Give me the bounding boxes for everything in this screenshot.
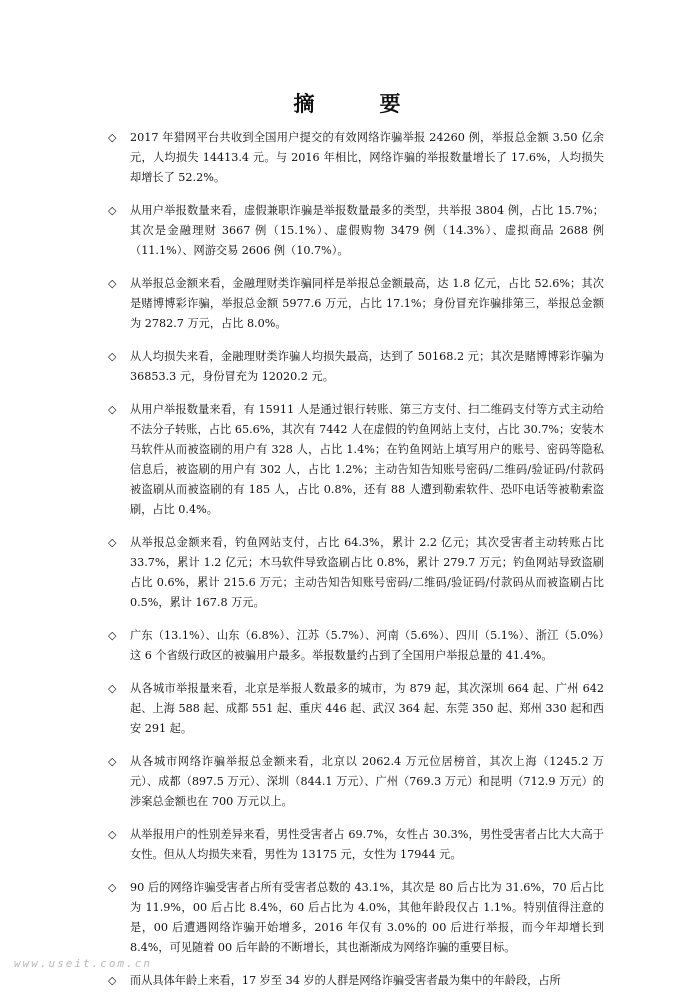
list-item-text: 2017 年猎网平台共收到全国用户提交的有效网络诈骗举报 24260 例，举报总金额 3.50 亿余元，人均损失 14413.4 元。与 2016 年相比，网络诈骗的举报数量增长了 17.6%，人均损失却增长了 52.2%。 bbox=[130, 131, 604, 184]
diamond-bullet-icon: ◇ bbox=[108, 350, 117, 363]
list-item bbox=[108, 679, 604, 739]
list-item-text: 从各城市网络诈骗举报总金额来看，北京以 2062.4 万元位居榜首，其次上海（1245.2 万元）、成都（897.5 万元）、深圳（844.1 万元）、广州（769.3 万元）和昆明（712.9 万元）的涉案总金额也在 700 万元以上。 bbox=[130, 755, 604, 808]
diamond-bullet-icon: ◇ bbox=[108, 277, 117, 290]
list-item bbox=[108, 400, 604, 520]
list-item bbox=[108, 201, 604, 261]
list-item bbox=[108, 533, 604, 613]
page-title: 摘 要 bbox=[293, 91, 423, 116]
list-item-text: 从各城市举报量来看，北京是举报人数最多的城市，为 879 起，其次深圳 664 起、广州 642 起、上海 588 起、成都 551 起、重庆 446 起、武汉 364 起、东莞 350 起、郑州 330 起和西安 291 起。 bbox=[130, 682, 604, 735]
diamond-bullet-icon: ◇ bbox=[108, 881, 117, 894]
list-item bbox=[108, 752, 604, 812]
diamond-bullet-icon: ◇ bbox=[108, 755, 117, 768]
list-item bbox=[108, 347, 604, 387]
summary-list bbox=[108, 128, 604, 1004]
diamond-bullet-icon: ◇ bbox=[108, 682, 117, 695]
list-item bbox=[108, 626, 604, 666]
list-item-text: 从举报总金额来看，钓鱼网站支付，占比 64.3%，累计 2.2 亿元；其次受害者主动转账占比 33.7%，累计 1.2 亿元；木马软件导致盗刷占比 0.8%，累计 279.7 万元；钓鱼网站导致盗刷占比 0.6%，累计 215.6 万元；主动告知告知账号密码/二维码/验证码/付款码从而被盗刷占比 0.5%，累计 167.8 万元。 bbox=[130, 536, 604, 609]
diamond-bullet-icon: ◇ bbox=[108, 204, 117, 217]
list-item-text: 90 后的网络诈骗受害者占所有受害者总数的 43.1%，其次是 80 后占比为 31.6%，70 后占比为 11.9%，00 后占比 8.4%，60 后占比为 4.0%，其他年龄段仅占 1.1%。特别值得注意的是，00 后遭遇网络诈骗开始增多，2016 年仅有 3.0%的 00 后进行举报，而今年却增长到 8.4%，可见随着 00 后年龄的不断增长，其也渐渐成为网络诈骗的重要目标。 bbox=[130, 881, 604, 954]
watermark: www.useit.com.cn bbox=[14, 957, 152, 970]
list-item bbox=[108, 971, 604, 991]
diamond-bullet-icon: ◇ bbox=[108, 629, 117, 642]
list-item bbox=[108, 825, 604, 865]
list-item-text: 而从具体年龄上来看，17 岁至 34 岁的人群是网络诈骗受害者最为集中的年龄段，占所 bbox=[130, 974, 561, 987]
list-item-text: 广东（13.1%）、山东（6.8%）、江苏（5.7%）、河南（5.6%）、四川（5.1%）、浙江（5.0%）这 6 个省级行政区的被骗用户最多。举报数量约占到了全国用户举报总量的 41.4%。 bbox=[130, 629, 604, 662]
list-item bbox=[108, 878, 604, 958]
diamond-bullet-icon: ◇ bbox=[108, 403, 117, 416]
list-item-text: 从举报总金额来看，金融理财类诈骗同样是举报总金额最高，达 1.8 亿元，占比 52.6%；其次是赌博博彩诈骗，举报总金额 5977.6 万元，占比 17.1%；身份冒充诈骗排第三，举报总金额为 2782.7 万元，占比 8.0%。 bbox=[130, 277, 604, 330]
list-item-text: 从用户举报数量来看，有 15911 人是通过银行转账、第三方支付、扫二维码支付等方式主动给不法分子转账，占比 65.6%，其次有 7442 人在虚假的钓鱼网站上支付，占比 30.7%；安装木马软件从而被盗刷的用户有 328 人，占比 1.4%；在钓鱼网站上填写用户的账号、密码等隐私信息后，被盗刷的用户有 302 人，占比 1.2%；主动告知告知账号密码/二维码/验证码/付款码被盗刷从而被盗刷的有 185 人，占比 0.8%，还有 88 人遭到勒索软件、恐吓电话等被勒索盗刷，占比 0.4%。 bbox=[130, 403, 604, 516]
list-item-text: 从用户举报数量来看，虚假兼职诈骗是举报数量最多的类型，共举报 3804 例，占比 15.7%；其次是金融理财 3667 例（15.1%）、虚假购物 3479 例（14.3%）、虚拟商品 2688 例（11.1%）、网游交易 2606 例（10.7%）。 bbox=[130, 204, 604, 257]
diamond-bullet-icon: ◇ bbox=[108, 828, 117, 841]
list-item bbox=[108, 274, 604, 334]
list-item bbox=[108, 128, 604, 188]
list-item-text: 从举报用户的性别差异来看，男性受害者占 69.7%，女性占 30.3%，男性受害者占比大大高于女性。但从人均损失来看，男性为 13175 元，女性为 17944 元。 bbox=[130, 828, 604, 861]
diamond-bullet-icon: ◇ bbox=[108, 131, 117, 144]
list-item-text: 从人均损失来看，金融理财类诈骗人均损失最高，达到了 50168.2 元；其次是赌博博彩诈骗为 36853.3 元，身份冒充为 12020.2 元。 bbox=[130, 350, 604, 383]
diamond-bullet-icon: ◇ bbox=[108, 536, 117, 549]
diamond-bullet-icon: ◇ bbox=[108, 974, 117, 987]
